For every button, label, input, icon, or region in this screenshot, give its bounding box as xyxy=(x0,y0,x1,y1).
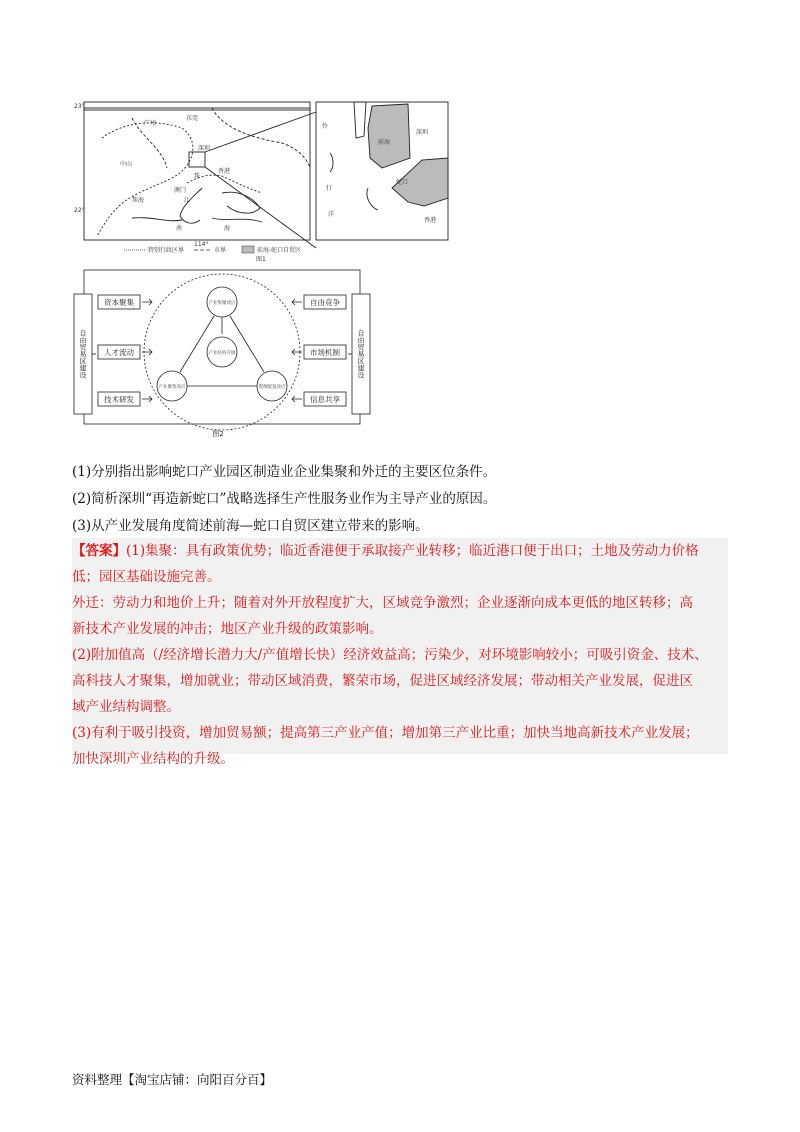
place-shenzhen: 深圳 xyxy=(198,145,211,152)
legend-special-boundary: 特别行政区界 xyxy=(148,247,185,254)
longitude-label: 114° xyxy=(194,241,209,248)
figure-1-map xyxy=(72,98,452,262)
inset-shenzhen: 深圳 xyxy=(416,129,429,136)
inset-qianhai: 前海 xyxy=(378,139,391,146)
place-hongkong: 香港 xyxy=(218,168,231,175)
legend-ftz: 前海-蛇口自贸区 xyxy=(257,247,302,254)
side-label-left: 自由贸易区建设 xyxy=(79,329,87,379)
answer-line-6: 高科技人才聚集，增加就业；带动区域消费，繁荣市场，促进区域经济发展；带动相关产业发展，促进区 xyxy=(72,673,693,689)
latitude-22-label: 22° xyxy=(74,207,85,214)
figure-2-caption: 图2 xyxy=(212,430,224,438)
inset-ling: 伶 xyxy=(322,123,329,130)
inset-shekou: 蛇口 xyxy=(396,179,409,186)
node-top: 产业集聚效应 xyxy=(208,301,236,306)
footer-source: 资料整理【淘宝店铺：向阳百分百】 xyxy=(72,1072,273,1087)
left-box-capital: 资本聚集 xyxy=(104,298,134,307)
answer-line-7: 域产业结构调整。 xyxy=(72,699,180,715)
node-center: 产业结构升级 xyxy=(208,351,236,356)
place-macau: 澳门 xyxy=(174,187,187,194)
answer-line-1: 【答案】(1)集聚：具有政策优势；临近香港便于承取接产业转移；临近港口便于出口；土地及劳动力价格 xyxy=(72,543,699,559)
place-dongguan: 东莞 xyxy=(186,115,199,122)
inset-yang: 洋 xyxy=(328,211,335,218)
question-2: (2)简析深圳“再造新蛇口”战略选择生产性服务业作为主导产业的原因。 xyxy=(72,491,497,507)
right-box-competition: 自由竞争 xyxy=(310,298,340,307)
answer-block xyxy=(72,538,728,772)
latitude-23-label: 23° xyxy=(74,103,85,110)
node-right: 资源配置效应 xyxy=(258,385,286,390)
right-box-info: 信息共享 xyxy=(310,395,340,404)
answer-line-2: 低；园区基础设施完善。 xyxy=(72,569,221,585)
place-nan: 南 xyxy=(176,225,183,232)
answer-tag: 【答案】 xyxy=(72,543,126,559)
figure-2-diagram xyxy=(72,268,372,438)
inset-ding: 仃 xyxy=(326,185,333,192)
side-label-right: 自由贸易区建设 xyxy=(357,329,365,379)
question-1: (1)分别指出影响蛇口产业园区制造业企业集聚和外迁的主要区位条件。 xyxy=(72,464,497,480)
place-hai: 海 xyxy=(224,225,231,232)
place-jiang: 江 xyxy=(184,197,191,204)
answer-line-9: 加快深圳产业结构的升级。 xyxy=(72,751,234,767)
place-guangzhou: 广州 xyxy=(144,120,157,127)
node-left: 产业聚集效应 xyxy=(158,385,186,390)
inset-hongkong: 香港 xyxy=(424,217,437,224)
left-box-tech: 技术研发 xyxy=(104,395,134,404)
place-zhu: 珠 xyxy=(194,173,201,180)
figure-1-caption: 图1 xyxy=(256,256,266,262)
answer-line-3: 外迁：劳动力和地价上升；随着对外开放程度扩大，区域竞争激烈；企业逐渐向成本更低的地区转移；高 xyxy=(72,595,693,611)
legend-city-boundary: 市界 xyxy=(214,247,227,254)
answer-line-8: (3)有利于吸引投资，增加贸易额；提高第三产业产值；增加第三产业比重；加快当地高新技术产业发展； xyxy=(72,725,699,741)
answer-line-4: 新技术产业发展的冲击；地区产业升级的政策影响。 xyxy=(72,621,383,637)
answer-line-5: (2)附加值高（/经济增长潜力大/产值增长快）经济效益高；污染少，对环境影响较小；可吸引资金、技术、 xyxy=(72,647,708,663)
question-3: (3)从产业发展角度简述前海—蛇口自贸区建立带来的影响。 xyxy=(72,518,429,534)
place-zhuhai: 珠海 xyxy=(132,197,145,204)
left-box-talent: 人才流动 xyxy=(104,348,134,357)
place-zhongshan: 中山 xyxy=(120,161,133,168)
right-box-market: 市场机制 xyxy=(310,348,340,357)
